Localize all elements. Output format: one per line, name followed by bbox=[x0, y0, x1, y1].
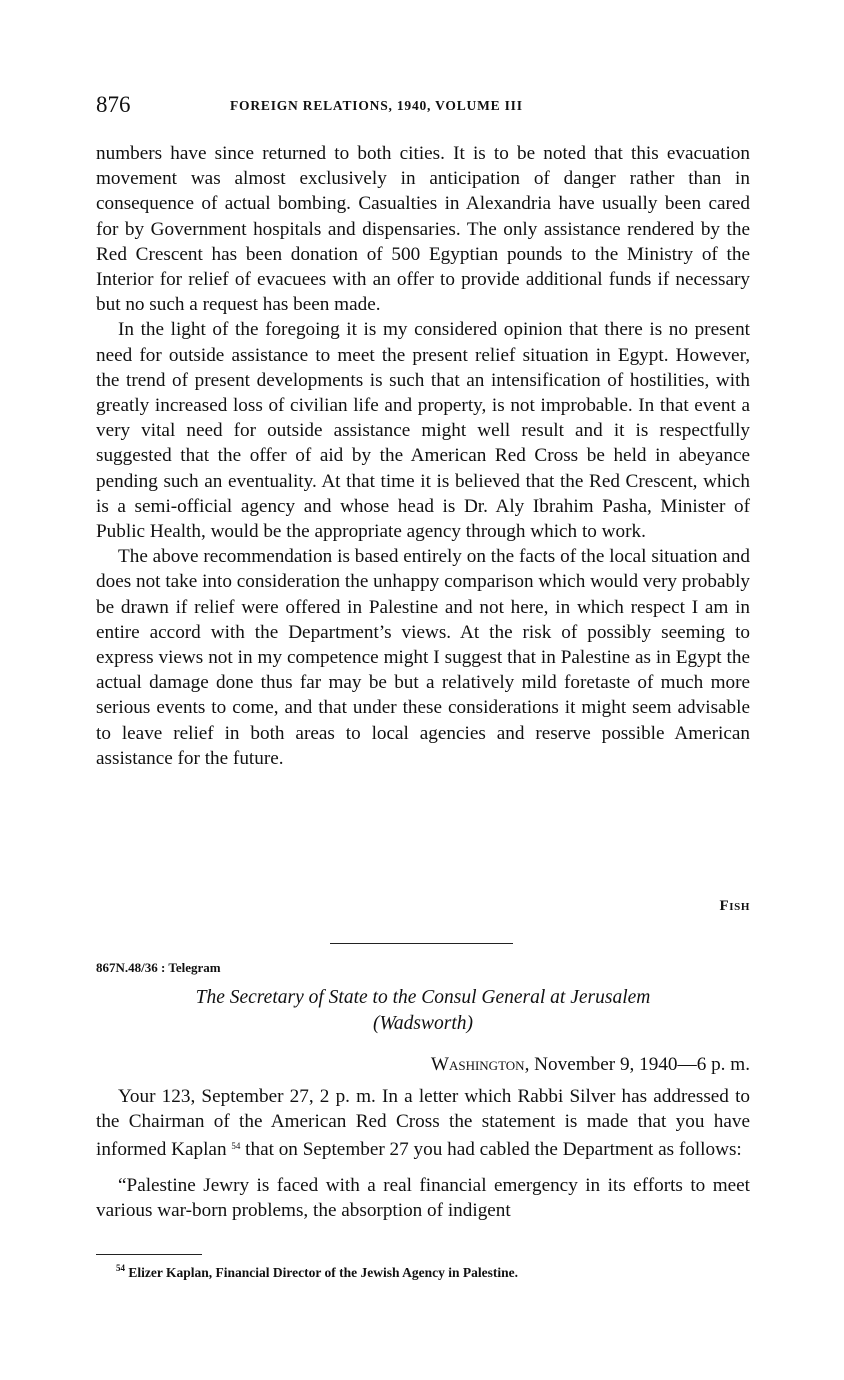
section-divider bbox=[330, 943, 513, 944]
dateline-date: , November 9, 1940—6 p. m. bbox=[524, 1054, 750, 1075]
dateline bbox=[96, 1054, 750, 1076]
telegram-text-before: Your 123, September 27, 2 p. m. In a letter which Rabbi Silver has addressed to the Chairman of the American Red Cross the statement is made that you have informed Kaplan bbox=[96, 1086, 750, 1161]
title-line-2: (Wadsworth) bbox=[372, 1013, 474, 1034]
signature: Fish bbox=[719, 898, 750, 914]
file-number: 867N.48/36 : Telegram bbox=[96, 960, 221, 975]
page-number: 876 bbox=[96, 92, 131, 117]
document-body-2 bbox=[96, 1084, 750, 1223]
footnote bbox=[116, 1263, 750, 1281]
footnote-rule bbox=[96, 1254, 202, 1255]
paragraph-2: In the light of the foregoing it is my considered opinion that there is no present need for outside assistance to meet the present relief situation in Egypt. However, the trend of present developments is such that an intensification of hostilities, with greatly increased loss of civilian life and property, is not improbable. In that event a very vital need for outside assistance might well result and it is respectfully suggested that the offer of aid by the American Red Cross be held in abeyance pending such an eventuality. At that time it is believed that the Red Crescent, which is a semi-official agency and whose head is Dr. Aly Ibrahim Pasha, Minister of Public Health, would be the appropriate agency through which to work. bbox=[96, 319, 750, 543]
footnote-marker: 54 bbox=[116, 1263, 125, 1273]
dateline-place: Washington bbox=[430, 1054, 525, 1075]
paragraph-1: numbers have since returned to both cities. It is to be noted that this evacuation movement was almost exclusively in anticipation of danger rather than in consequence of actual bombing. Casualties in Alexandria have usually been cared for by Government hospitals and dispensaries. The only assistance rendered by the Red Crescent has been donation of 500 Egyptian pounds to the Ministry of the Interior for relief of evacuees with an offer to provide additional funds if necessary but no such a request has been made. bbox=[96, 143, 750, 316]
document-body-1 bbox=[96, 141, 750, 771]
document-title bbox=[96, 985, 750, 1037]
telegram-paragraph bbox=[96, 1084, 750, 1163]
title-line-1: The Secretary of State to the Consul General at Jerusalem bbox=[195, 987, 651, 1008]
quoted-text: “Palestine Jewry is faced with a real financial emergency in its efforts to meet various war-born problems, the absorption of indigent bbox=[96, 1174, 750, 1221]
page-header bbox=[96, 92, 750, 126]
paragraph-3: The above recommendation is based entirely on the facts of the local situation and does not take into consideration the unhappy comparison which would very probably be drawn if relief were offered in Palestine and not here, in which respect I am in entire accord with the Department’s views. At the risk of possibly seeming to express views not in my competence might I suggest that in Palestine as in Egypt the actual damage done thus far may be but a relatively mild foretaste of much more serious events to come, and that under these considerations it might seem advisable to leave relief in both areas to local agencies and reserve possible American assistance for the future. bbox=[96, 546, 750, 769]
footnote-text: Elizer Kaplan, Financial Director of the Jewish Agency in Palestine. bbox=[125, 1265, 518, 1280]
footnote-reference[interactable]: 54 bbox=[231, 1141, 241, 1152]
telegram-text-after: that on September 27 you had cabled the Department as follows: bbox=[240, 1139, 742, 1161]
running-title: FOREIGN RELATIONS, 1940, VOLUME III bbox=[230, 98, 523, 113]
